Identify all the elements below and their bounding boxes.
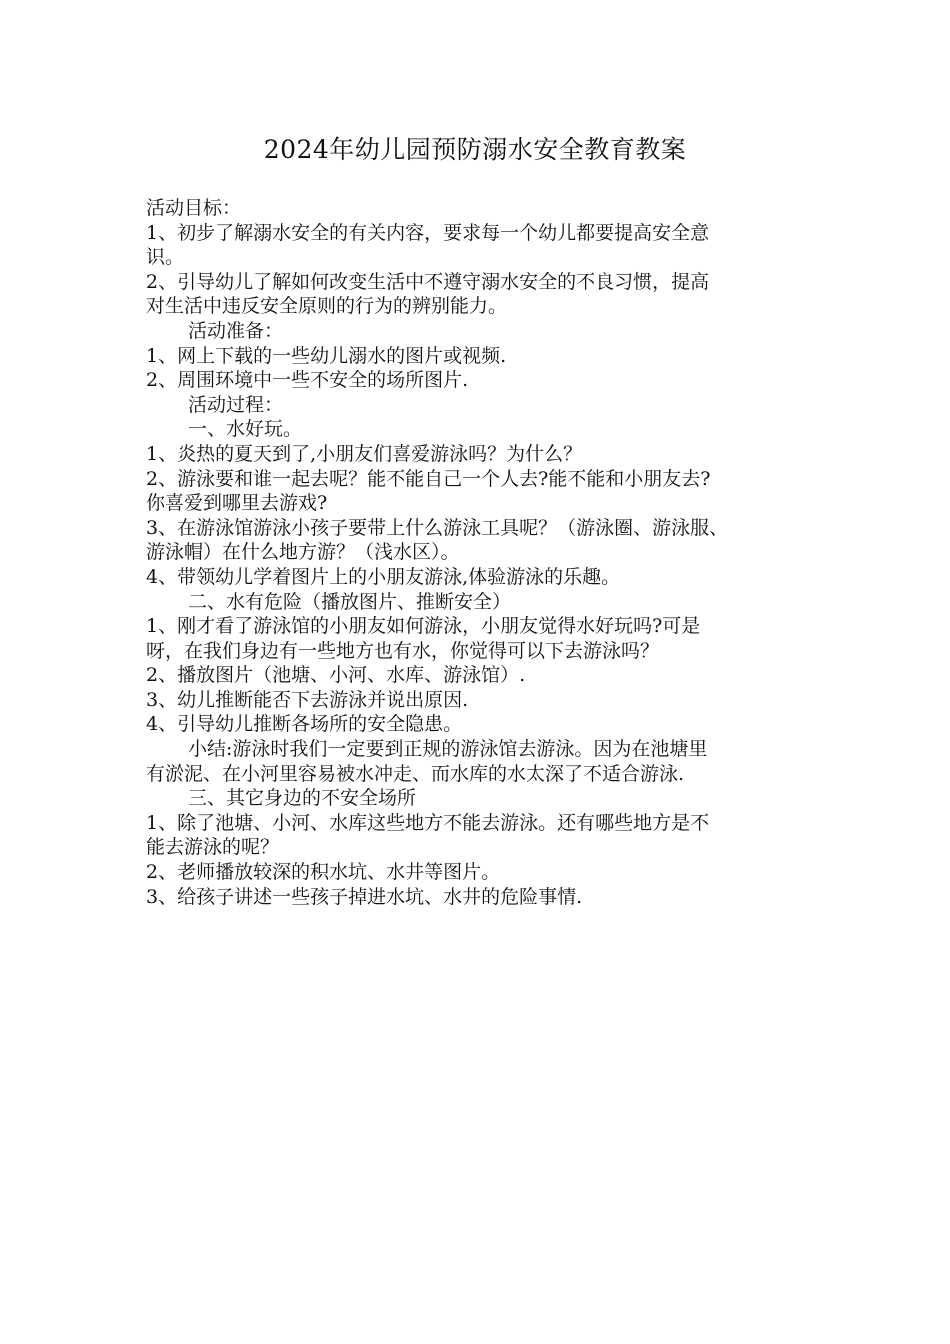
document-line: 1、初步了解溺水安全的有关内容，要求每一个幼儿都要提高安全意 — [146, 221, 710, 244]
document-title: 2024年幼儿园预防溺水安全教育教案 — [263, 135, 687, 164]
document-line: 游泳帽）在什么地方游？（浅水区）。 — [146, 541, 460, 564]
document-line: 3、给孩子讲述一些孩子掉进水坑、水井的危险事情. — [146, 885, 583, 908]
document-line: 2、游泳要和谁一起去呢？能不能自己一个人去?能不能和小朋友去? — [146, 467, 711, 490]
document-line: 1、炎热的夏天到了,小朋友们喜爱游泳吗？为什么？ — [146, 442, 583, 465]
document-line: 3、在游泳馆游泳小孩子要带上什么游泳工具呢？（游泳圈、游泳服、 — [146, 516, 729, 539]
document-line: 识。 — [146, 246, 185, 269]
document-line: 2、周围环境中一些不安全的场所图片. — [146, 369, 469, 392]
document-line: 二、水有危险（播放图片、推断安全） — [188, 590, 512, 613]
document-line: 4、带领幼儿学着图片上的小朋友游泳,体验游泳的乐趣。 — [146, 565, 621, 588]
document-line: 1、刚才看了游泳馆的小朋友如何游泳，小朋友觉得水好玩吗?可是 — [146, 615, 701, 638]
document-line: 3、幼儿推断能否下去游泳并说出原因. — [146, 688, 469, 711]
document-line: 呀，在我们身边有一些地方也有水，你觉得可以下去游泳吗？ — [146, 639, 660, 662]
document-line: 2、引导幼儿了解如何改变生活中不遵守溺水安全的不良习惯，提高 — [146, 270, 710, 293]
document-line: 活动过程： — [188, 393, 284, 416]
document-body — [146, 196, 831, 909]
document-line: 1、除了池塘、小河、水库这些地方不能去游泳。还有哪些地方是不 — [146, 811, 710, 834]
document-line: 2、老师播放较深的积水坑、水井等图片。 — [146, 861, 501, 884]
document-line: 活动准备： — [188, 319, 284, 342]
document-line: 4、引导幼儿推断各场所的安全隐患。 — [146, 713, 463, 736]
document-line: 有淤泥、在小河里容易被水冲走、而水库的水太深了不适合游泳. — [146, 762, 685, 785]
document-line: 一、水好玩。 — [188, 418, 303, 441]
document-line: 2、播放图片（池塘、小河、水库、游泳馆）. — [146, 664, 526, 687]
document-line: 活动目标： — [146, 197, 242, 219]
document-line: 能去游泳的呢？ — [146, 836, 280, 859]
document-line: 对生活中违反安全原则的行为的辨别能力。 — [146, 295, 508, 318]
document-line: 你喜爱到哪里去游戏? — [146, 492, 328, 515]
document-line: 小结:游泳时我们一定要到正规的游泳馆去游泳。因为在池塘里 — [188, 738, 708, 761]
document-line: 三、其它身边的不安全场所 — [188, 787, 417, 810]
document-line: 1、网上下载的一些幼儿溺水的图片或视频. — [146, 344, 507, 367]
